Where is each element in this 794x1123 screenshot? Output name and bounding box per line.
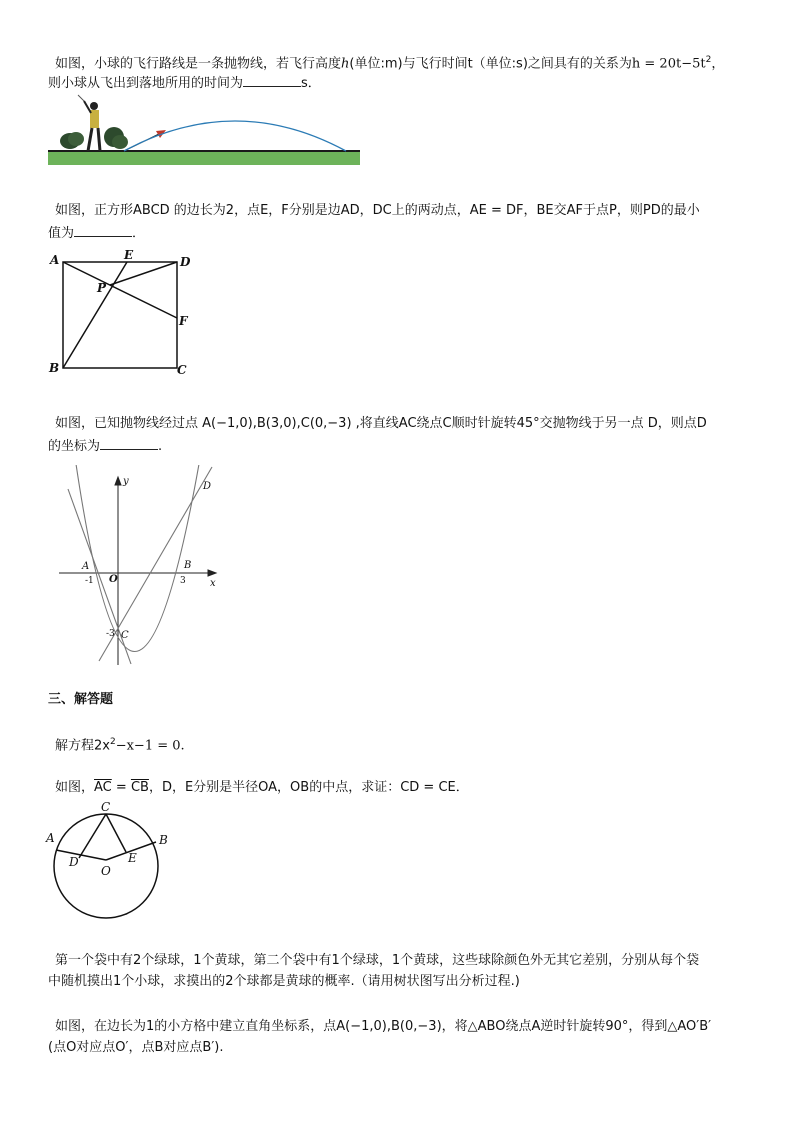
q1-comma: ， [711,56,725,72]
label-b: B [49,361,60,375]
q6-line2 [48,974,520,990]
q1-answer-blank[interactable] [243,74,301,87]
q3-line1-text: 如图，已知抛物线经过点 A(−1,0),B(3,0),C(0,−3) ,将直线AC绕点C顺时针旋转45°交抛物线于另一点 D，则点D [55,416,707,431]
label-a: A [46,831,55,845]
q5-arc-ac: $\overline{AC}$ [94,780,112,795]
q4-text-a: 解方程2x [55,738,110,754]
q2-line2 [48,224,145,242]
label-x: x [210,578,216,589]
label-y: y [123,476,129,487]
grass-strip [48,151,360,165]
q5-line [55,780,469,796]
square-abcd [63,262,177,368]
label-c: C [177,363,187,377]
radius-oa [56,850,106,860]
segment-cd [79,814,106,858]
label-b: B [184,560,192,571]
q5-text-b: ，D，E分别是半径OA，OB的中点，求证：CD = CE． [148,780,469,795]
section-heading: 三、解答题 [48,692,114,707]
q1-formula-exp: 2 [705,55,712,65]
q3-parabola-figure [54,465,224,670]
x-axis-arrow-icon [208,570,216,576]
segment-af [63,262,177,318]
segment-ce [106,814,126,852]
q3-line2-text: 的坐标为 [48,439,101,454]
q2-line1 [55,203,700,219]
q4-line [55,734,185,754]
q4-text-b: −x−1 = 0. [115,738,185,754]
q5-arc-cb: $\overline{CB}$ [130,780,149,795]
q2-square-figure [46,248,196,378]
label-d: D [180,255,191,269]
q1-unit: s． [301,76,321,91]
q6-line1-text: 第一个袋中有2个绿球，1个黄球，第二个袋中有1个绿球，1个黄球，这些球除颜色外无其它差别，分别从每个袋 [55,953,700,968]
bush-left-icon [60,132,84,149]
y-axis-arrow-icon [115,477,121,485]
q5-equals: = [111,780,131,795]
label-o: O [101,864,111,878]
q1-line2 [48,74,321,92]
q2-period: ． [132,226,146,241]
line-cd [99,467,212,661]
label-c: C [121,630,129,641]
parabola-curve [76,465,199,652]
q3-line2 [48,437,162,455]
q1-text-a: 如图，小球的飞行路线是一条抛物线，若飞行高度 [55,56,342,72]
q6-line2-text: 中随机摸出1个小球，求摸出的2个球都是黄球的概率.（请用树状图写出分析过程.) [48,974,520,989]
label-o: O [109,574,118,585]
label-b: B [159,833,168,847]
q2-line1-text: 如图，正方形ABCD 的边长为2，点E，F分别是边AD，DC上的两动点，AE = DF，BE交AF于点P，则PD的最小 [55,203,700,218]
tick-3: 3 [180,576,186,586]
q1-line1 [55,52,724,72]
q4-exp: 2 [109,737,116,747]
q3-answer-blank[interactable] [100,437,158,450]
label-e: E [128,851,137,865]
tick-minus3: -3 [106,629,115,639]
label-a: A [50,253,60,267]
label-e: E [124,248,134,262]
q6-line1 [55,953,699,969]
q7-line1 [55,1019,711,1035]
q5-circle-figure [44,798,174,923]
q1-text-b: (单位:m)与飞行时间t（单位:s)之间具有的关系为 [349,56,632,72]
q5-text-a: 如图， [55,780,95,795]
label-c: C [101,800,111,814]
q1-formula: h = 20t−5t [631,56,706,72]
q7-line1-text: 如图，在边长为1的小方格中建立直角坐标系，点A(−1,0),B(0,−3)，将△ABO绕点A逆时针旋转90°，得到△AO′B′ [55,1019,712,1034]
q3-line1 [55,416,707,432]
label-d: D [203,481,212,492]
label-p: P [97,281,107,295]
label-a: A [82,561,90,572]
q1-figure [48,93,360,165]
q1-line2-text: 则小球从飞出到落地所用的时间为 [48,76,244,91]
q2-answer-blank[interactable] [74,224,132,237]
bush-right-icon [104,127,128,149]
q7-line2-text: (点O对应点O′，点B对应点B′). [48,1040,224,1055]
tick-minus1: -1 [85,576,94,586]
label-f: F [179,314,188,328]
q2-line2-text: 值为 [48,226,75,241]
q3-period: . [158,439,163,454]
q7-line2 [48,1040,223,1056]
q1-var-h: h [341,56,350,72]
label-d: D [69,855,79,869]
flight-parabola [124,121,346,151]
